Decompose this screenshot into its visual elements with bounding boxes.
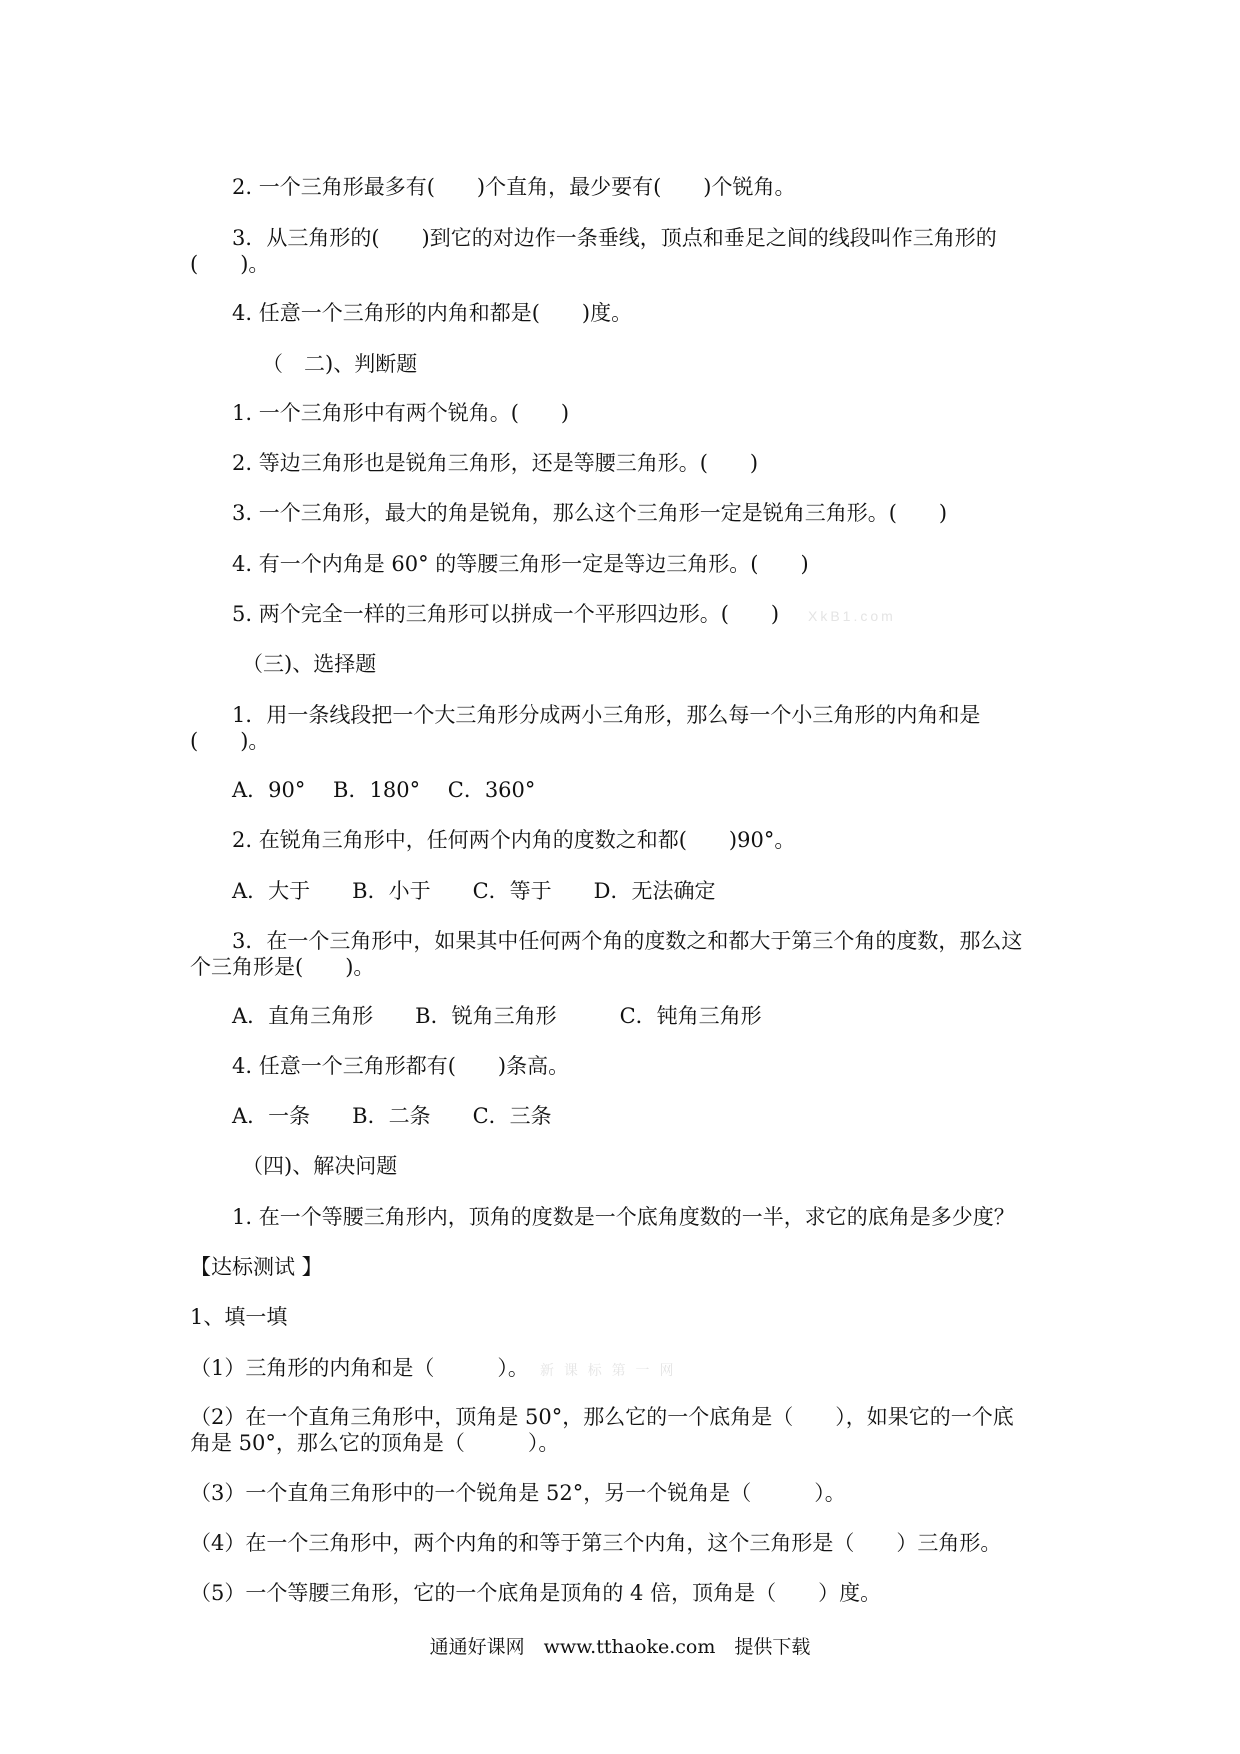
solve-question-1: 1. 在一个等腰三角形内，顶角的度数是一个底角度数的一半，求它的底角是多少度？: [232, 1205, 1015, 1229]
test-item-5: （5）一个等腰三角形，它的一个底角是顶角的 4 倍，顶角是（ ）度。: [190, 1581, 882, 1605]
choice-question-3-line1: 3．在一个三角形中，如果其中任何两个角的度数之和都大于第三个角的度数，那么这: [232, 929, 1023, 953]
judge-question-4: 4. 有一个内角是 60° 的等腰三角形一定是等边三角形。( ): [232, 552, 809, 576]
judge-question-1: 1. 一个三角形中有两个锐角。( ): [232, 401, 570, 425]
section-heading-judge: （ 二)、判断题: [262, 352, 418, 376]
choice-question-2-options: A．大于 B．小于 C．等于 D．无法确定: [232, 879, 716, 903]
section-heading-choice: （三)、选择题: [242, 652, 377, 676]
judge-question-5: 5. 两个完全一样的三角形可以拼成一个平形四边形。( ): [232, 602, 780, 626]
watermark-xinkebiao: 新 课 标 第 一 网: [540, 1362, 677, 1378]
fill-question-3-line1: 3．从三角形的( )到它的对边作一条垂线，顶点和垂足之间的线段叫作三角形的: [232, 226, 997, 250]
choice-question-1-options: A．90° B．180° C．360°: [232, 778, 536, 802]
test-item-2-line1: （2）在一个直角三角形中，顶角是 50°，那么它的一个底角是（ ），如果它的一个底: [190, 1405, 1014, 1429]
choice-question-4: 4. 任意一个三角形都有( )条高。: [232, 1054, 570, 1078]
fill-question-2: 2. 一个三角形最多有( )个直角，最少要有( )个锐角。: [232, 175, 796, 199]
test-item-3: （3）一个直角三角形中的一个锐角是 52°，另一个锐角是（ ）。: [190, 1481, 846, 1505]
test-item-2-line2: 角是 50°，那么它的顶角是（ ）。: [190, 1431, 560, 1455]
test-item-4: （4）在一个三角形中，两个内角的和等于第三个内角，这个三角形是（ ）三角形。: [190, 1531, 1002, 1555]
choice-question-4-options: A．一条 B．二条 C．三条: [232, 1104, 552, 1128]
fill-question-3-line2: ( )。: [190, 252, 270, 276]
test-item-1: （1）三角形的内角和是（ ）。: [190, 1356, 529, 1380]
choice-question-1-line1: 1．用一条线段把一个大三角形分成两小三角形，那么每一个小三角形的内角和是: [232, 703, 981, 727]
page-footer: 通通好课网 www.tthaoke.com 提供下载: [429, 1636, 811, 1658]
test-heading: 【达标测试 】: [190, 1255, 323, 1279]
test-subheading: 1、填一填: [190, 1305, 288, 1329]
choice-question-2: 2. 在锐角三角形中，任何两个内角的度数之和都( )90°。: [232, 828, 796, 852]
judge-question-3: 3. 一个三角形，最大的角是锐角，那么这个三角形一定是锐角三角形。( ): [232, 501, 948, 525]
fill-question-4: 4. 任意一个三角形的内角和都是( )度。: [232, 301, 633, 325]
choice-question-3-line2: 个三角形是( )。: [190, 955, 375, 979]
choice-question-3-options: A．直角三角形 B．锐角三角形 C．钝角三角形: [232, 1004, 762, 1028]
judge-question-2: 2. 等边三角形也是锐角三角形，还是等腰三角形。( ): [232, 451, 759, 475]
section-heading-solve: （四)、解决问题: [242, 1154, 398, 1178]
watermark-xkb1: XkB1.com: [808, 608, 896, 624]
choice-question-1-line2: ( )。: [190, 729, 270, 753]
